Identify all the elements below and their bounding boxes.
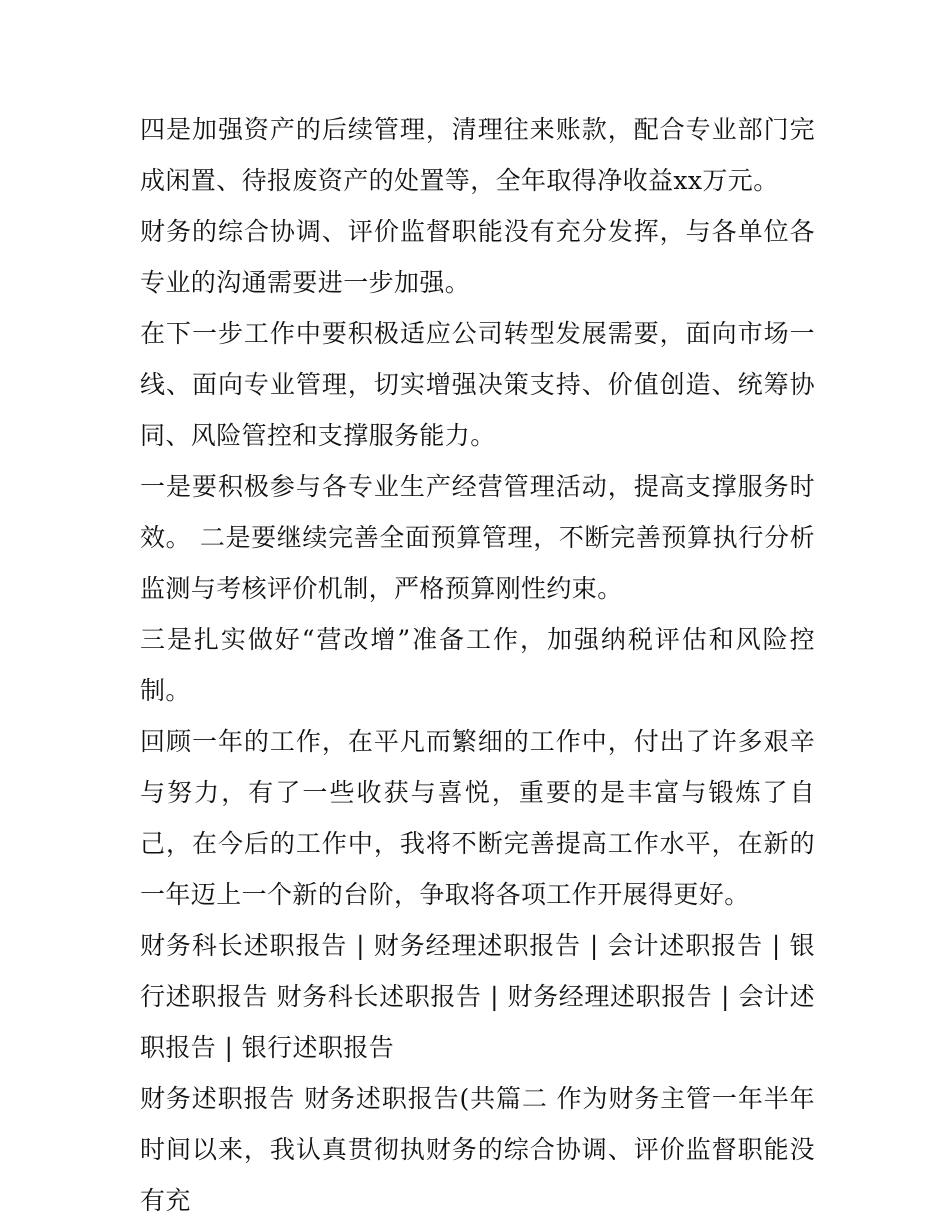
paragraph-year-review: 回顾一年的工作，在平凡而繁细的工作中，付出了许多艰辛与努力，有了一些收获与喜悦，重要的是丰富与锻炼了自己，在今后的工作中，我将不断完善提高工作水平，在新的一年迈上一个新的台阶，争取将各项工作开展得更好。 [140, 727, 815, 909]
paragraph-tax-preparation: 三是扎实做好“营改增”准备工作，加强纳税评估和风险控制。 [140, 625, 815, 705]
paragraph-related-reports: 财务科长述职报告 | 财务经理述职报告 | 会计述职报告 | 银行述职报告 财务科长述职报告 | 财务经理述职报告 | 会计述职报告 | 银行述职报告 [140, 931, 815, 1062]
paragraph-report-intro: 财务述职报告 财务述职报告(共篇二 作为财务主管一年半年时间以来，我认真贯彻执财务的综合协调、评价监督职能没有充 [140, 1084, 815, 1215]
paragraph-next-steps: 在下一步工作中要积极适应公司转型发展需要，面向市场一线、面向专业管理，切实增强决策支持、价值创造、统筹协同、风险管控和支撑服务能力。 [140, 319, 815, 450]
document-body [140, 104, 815, 1226]
paragraph-coordination-issue: 财务的综合协调、评价监督职能没有充分发挥，与各单位各专业的沟通需要进一步加强。 [140, 217, 815, 297]
paragraph-asset-management: 四是加强资产的后续管理，清理往来账款，配合专业部门完成闲置、待报废资产的处置等，全年取得净收益xx万元。 [140, 115, 815, 195]
paragraph-budget-management: 一是要积极参与各专业生产经营管理活动，提高支撑服务时效。 二是要继续完善全面预算管理，不断完善预算执行分析监测与考核评价机制，严格预算刚性约束。 [140, 472, 815, 603]
